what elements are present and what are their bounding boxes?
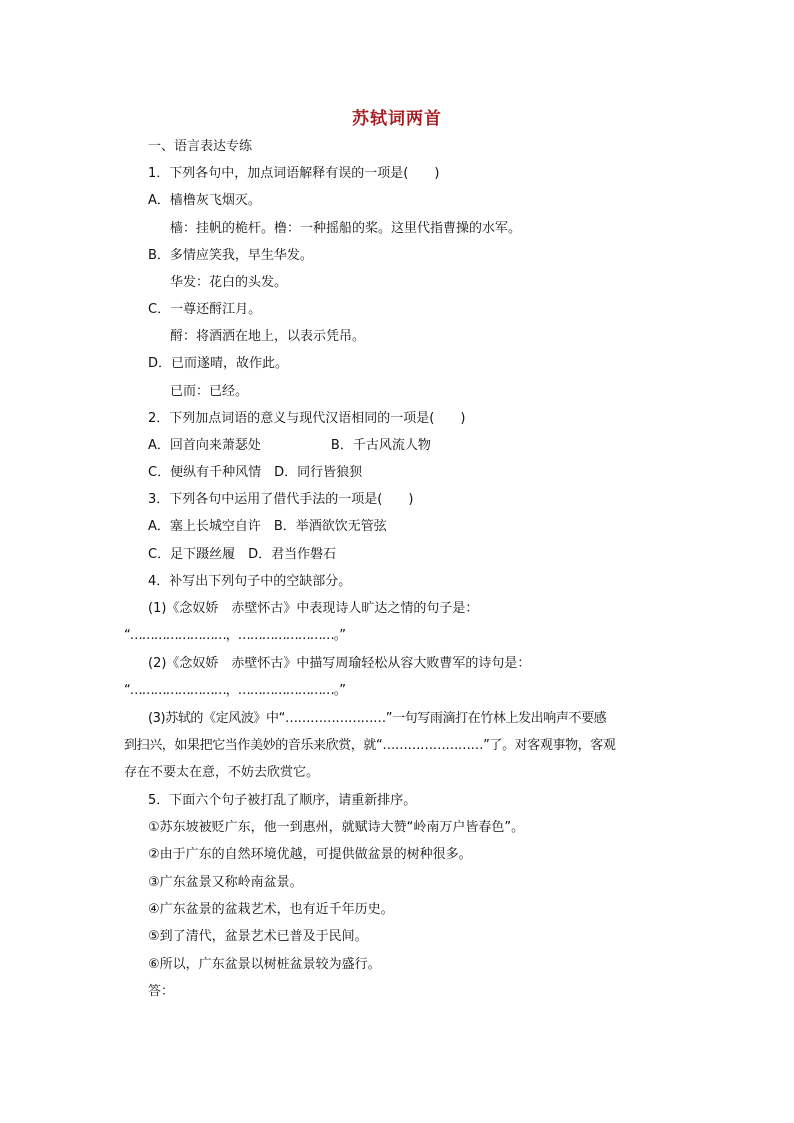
question-1: 1．下列各句中，加点词语解释有误的一项是( ): [148, 166, 440, 181]
q5-sentence-6: ⑥所以，广东盆景以树桩盆景较为盛行。: [148, 957, 381, 972]
q1-option-c-note: 酹：将酒洒在地上，以表示凭吊。: [170, 329, 366, 344]
answer-label: 答：: [148, 984, 175, 999]
q5-sentence-5: ⑤到了清代，盆景艺术已普及于民间。: [148, 929, 368, 944]
q1-option-b: B．多情应笑我，早生华发。: [148, 248, 313, 263]
q4-part-3-end: 存在不要太在意，不妨去欣赏它。: [124, 765, 320, 780]
q1-option-c: C．一尊还酹江月。: [148, 302, 262, 317]
q4-part-2: (2)《念奴娇 赤壁怀古》中描写周瑜轻松从容大败曹军的诗句是：: [148, 656, 531, 671]
question-3: 3．下列各句中运用了借代手法的一项是( ): [148, 492, 414, 507]
question-2: 2．下列加点词语的意义与现代汉语相同的一项是( ): [148, 411, 466, 426]
q3-options-ab: A．塞上长城空自许 B．举酒欲饮无管弦: [148, 519, 387, 534]
q4-part-3: (3)苏轼的《定风波》中“……………………”一句写雨滴打在竹林上发出响声不要感: [148, 711, 607, 726]
q2-option-a: A．回首向来萧瑟处: [148, 438, 261, 453]
q5-sentence-4: ④广东盆景的盆栽艺术，也有近千年历史。: [148, 902, 394, 917]
q2-options-cd: C．便纵有千种风情 D．同行皆狼狈: [148, 465, 363, 480]
q2-options-ab: [148, 437, 431, 455]
q5-sentence-1: ①苏东坡被贬广东，他一到惠州，就赋诗大赞“岭南万户皆春色”。: [148, 820, 525, 835]
q2-option-b: B．千古风流人物: [330, 438, 431, 453]
q5-sentence-3: ③广东盆景又称岭南盆景。: [148, 875, 303, 890]
question-4: 4．补写出下列句子中的空缺部分。: [148, 574, 352, 589]
q1-option-b-note: 华发：花白的头发。: [170, 275, 288, 290]
q5-sentence-2: ②由于广东的自然环境优越，可提供做盆景的树种很多。: [148, 847, 472, 862]
page-title: 苏轼词两首: [352, 109, 442, 129]
section-heading: 一、语言表达专练: [148, 139, 253, 154]
q3-options-cd: C．足下蹑丝履 D．君当作磐石: [148, 547, 337, 562]
q4-part-1: (1)《念奴娇 赤壁怀古》中表现诗人旷达之情的句子是：: [148, 601, 479, 616]
question-5: 5．下面六个句子被打乱了顺序，请重新排序。: [148, 793, 417, 808]
q1-option-a: A．樯橹灰飞烟灭。: [148, 193, 261, 208]
q4-part-2-blank: “……………………，……………………。”: [124, 683, 345, 698]
q4-part-1-blank: “……………………，……………………。”: [124, 628, 345, 643]
q4-part-3-cont: 到扫兴，如果把它当作美妙的音乐来欣赏，就“……………………”了。对客观事物，客观: [124, 738, 616, 753]
q1-option-d: D．已而遂晴，故作此。: [148, 356, 289, 371]
q1-option-d-note: 已而：已经。: [170, 384, 249, 399]
q1-option-a-note: 樯：挂帆的桅杆。橹：一种摇船的桨。这里代指曹操的水军。: [170, 221, 522, 236]
